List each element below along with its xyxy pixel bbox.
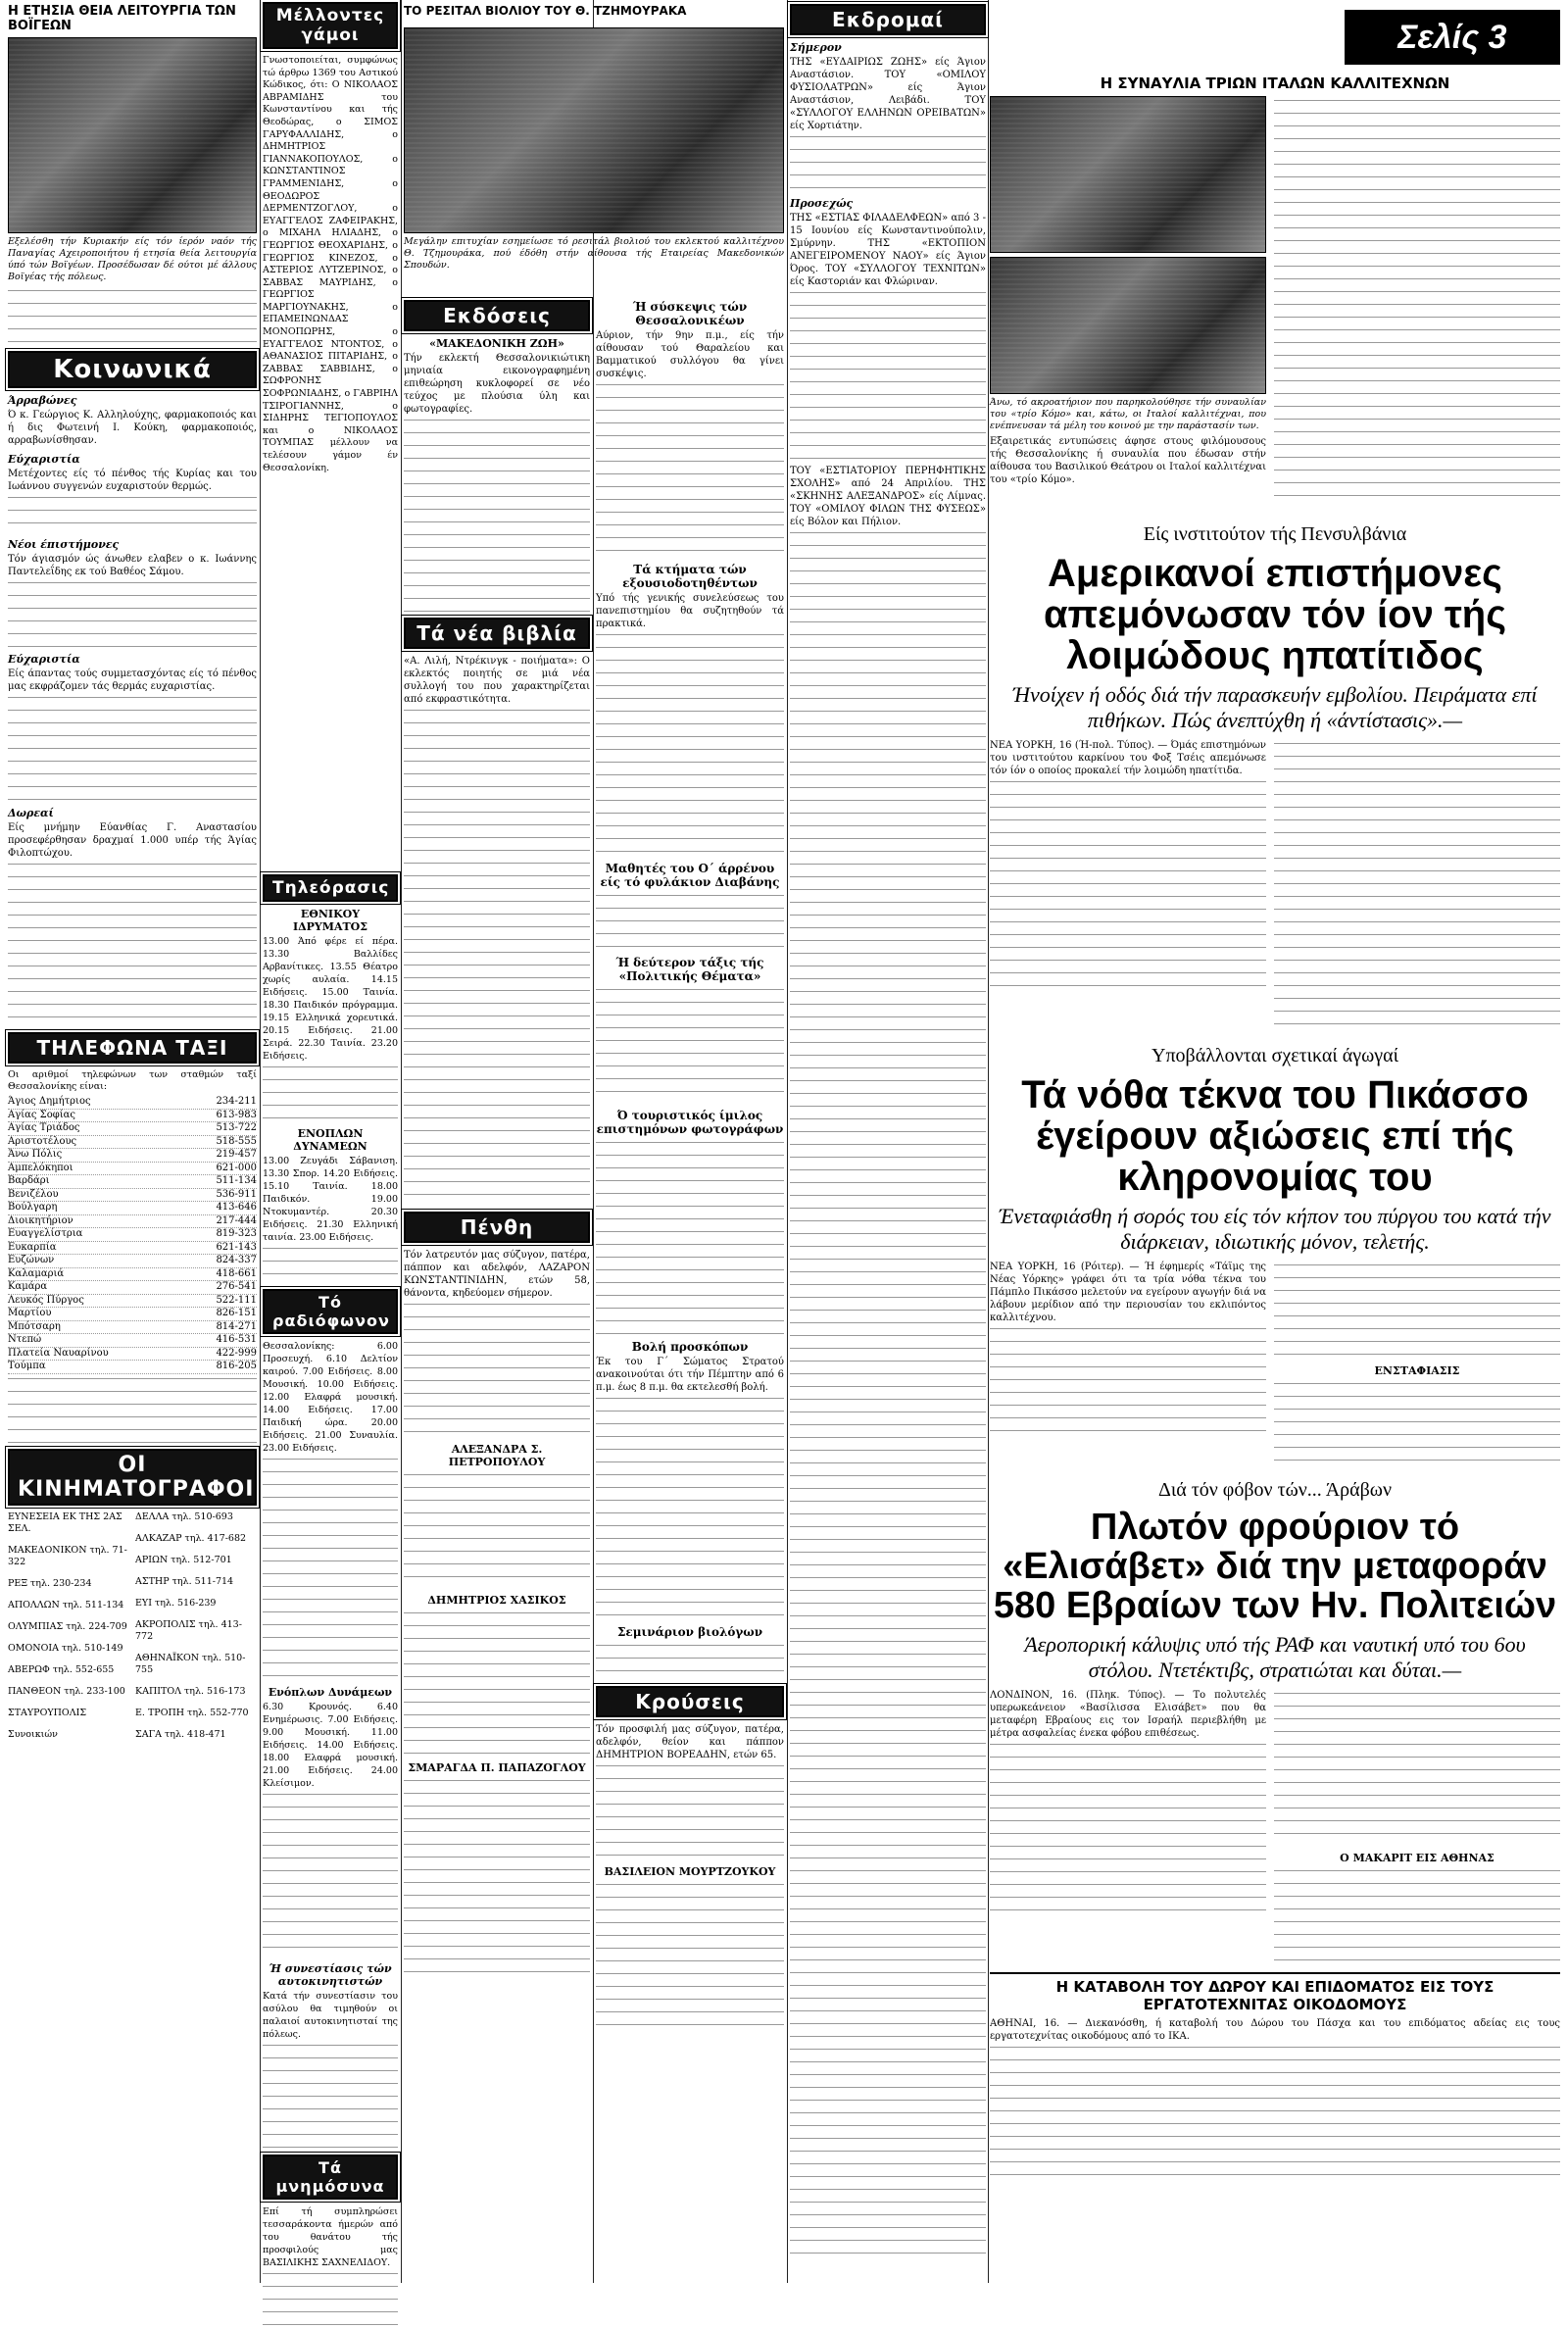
telephone-station: Ευζώνων xyxy=(8,1255,55,1265)
krouseis-name: ΒΑΣΙΛΕΙΟΝ ΜΟΥΡΤΖΟΥΚΟΥ xyxy=(604,1865,776,1878)
recital-photo xyxy=(404,27,784,233)
telephone-station: Μπότσαρη xyxy=(8,1320,61,1332)
enstafiasis-subhead: ΕΝΣΤΑΦΙΑΣΙΣ xyxy=(1374,1364,1460,1377)
article-text: Υπό τής γενικής συνελεύσεως του πανεπιστημίου θα συζητηθούν τά πρακτικά. xyxy=(596,593,784,629)
column-5 xyxy=(790,0,986,2283)
voiges-caption: Εξελέσθη τήν Κυριακήν είς τόν ίερόν ναόν τής Παναγίας Αχειροποιήτου ή ετησία θεία λειτουργία ύπό τών Βοϊγέων. Προσέδωσαν δέ ούτοι μέ άλλους Βοϊγέας τής πόλεως. xyxy=(8,236,257,282)
telephone-row xyxy=(8,1361,257,1374)
makarit-subhead: Ο ΜΑΚΑΡΙΤ ΕΙΣ ΑΘΗΝΑΣ xyxy=(1340,1851,1494,1864)
text-block xyxy=(1274,1261,1560,1359)
text-block xyxy=(990,777,1266,993)
column-1 xyxy=(8,0,257,2283)
column-3-lower xyxy=(404,294,590,2283)
eycharistia-title: Εύχαριστία xyxy=(8,453,80,466)
telephone-station: Άγιος Δημήτριος xyxy=(8,1096,91,1107)
cinema-entry: ΕΥΙ τηλ. 516-239 xyxy=(135,1597,217,1609)
mellontes-gamoi-title: Μέλλοντες γάμοι xyxy=(263,2,398,49)
penthi-title: Πένθη xyxy=(404,1212,590,1243)
penn-body-left xyxy=(990,739,1266,1033)
picasso-body xyxy=(990,1261,1560,1467)
cinema-entry: ΑΛΚΑΖΑΡ τηλ. 417-682 xyxy=(135,1532,247,1544)
bottom-headline: Η ΚΑΤΑΒΟΛΗ ΤΟΥ ΔΩΡΟΥ ΚΑΙ ΕΠΙΔΟΜΑΤΟΣ ΕΙΣ ΤΟΥΣ ΕΡΓΑΤΟΤΕΧΝΙΤΑΣ ΟΙΚΟΔΟΜΟΥΣ xyxy=(990,1972,1560,2013)
ekdromai-title: Εκδρομαί xyxy=(790,4,986,35)
text-block xyxy=(404,416,590,612)
text-block xyxy=(404,1776,590,1972)
column-rule xyxy=(988,0,989,2283)
concert-headline: Η ΣΥΝΑΥΛΙΑ ΤΡΙΩΝ ΙΤΑΛΩΝ ΚΑΛΛΙΤΕΧΝΩΝ xyxy=(1100,74,1450,92)
ekdromai-upcoming: Προσεχώς xyxy=(790,197,854,210)
telephone-row xyxy=(8,1281,257,1295)
telephone-row xyxy=(8,1163,257,1176)
text-block xyxy=(596,1641,784,1680)
ekdromai-today-text: ΤΗΣ «ΕΥΔΑΙΡΙΩΣ ΖΩΗΣ» είς Άγιον Αναστάσιον. ΤΟΥ «ΟΜΙΛΟΥ ΦΥΣΙΟΛΑΤΡΩΝ» είς Άγιον Αναστάσιον, Λειβάδι. ΤΟΥ «ΣΥΛΛΟΓΟΥ ΕΛΛΗΝΩΝ ΟΡΕΙΒΑΤΩΝ» είς Χορτιάτην. xyxy=(790,57,986,131)
picasso-text: ΝΕΑ ΥΟΡΚΗ, 16 (Ρόιτερ). — Ή έφημερίς «Τάϊμς της Νέας Υόρκης» γράφει ότι τα τρία νόθα τέκνα του Πάμπλο Πικάσσο μελετούν να εγείρουν αγωγήν διά να λάβουν μερίδιον από την περιουσίαν του εκλιπόντος καλλιτέχνου. xyxy=(990,1262,1266,1323)
tv-eir-schedule: 13.00 Άπό φέρε εί πέρα. 13.30 Βαλλίδες Αρβανίτικες. 13.55 Θέατρο χωρίς αυλαία. 14.15 Ειδήσεις. 15.00 Ταινία. 18.30 Παιδικόν πρόγραμμα. 19.15 Ελληνικά χορευτικά. 20.15 Ειδήσεις. 21.00 Σειρά. 22.30 Ταινία. 23.20 Ειδήσεις. xyxy=(263,936,398,1062)
telephone-station: Ευκαρπία xyxy=(8,1241,57,1253)
radio-schedule: Θεσσαλονίκης: 6.00 Προσευχή. 6.10 Δελτίον καιρού. 7.00 Ειδήσεις. 8.00 Μουσική. 10.00 Ειδήσεις. 12.00 Ελαφρά μουσική. 14.00 Ειδήσεις. 17.00 Παιδική ώρα. 20.00 Ειδήσεις. 21.00 Συναυλία. 23.00 Ειδήσεις. xyxy=(263,1341,398,1454)
ekdromai-more-text: ΤΟΥ «ΕΣΤΙΑΤΟΡΙΟΥ ΠΕΡΗΦΗΤΙΚΗΣ ΣΧΟΛΗΣ» από 24 Απριλίου. ΤΗΣ «ΣΚΗΝΗΣ ΑΛΕΞΑΝΔΡΟΣ» είς Λίμνας. ΤΟΥ «ΟΜΙΛΟΥ ΦΙΛΩΝ ΤΗΣ ΦΥΣΕΩΣ» είς Βόλον και Πήλιον. xyxy=(790,466,986,527)
telephone-number: 621-143 xyxy=(216,1241,257,1253)
telephone-number: 826-151 xyxy=(216,1308,257,1318)
penn-text: ΝΕΑ ΥΟΡΚΗ, 16 (Ή-πολ. Τύπος). — Όμάς επιστημόνων του ινστιτούτου καρκίνου του Φοξ Τσέις απεμόνωσε τόν ίόν ο οποίος προκαλεί τήν λοιμώδη ηπατίτιδα. xyxy=(990,740,1266,776)
cinema-entry: ΔΕΛΛΑ τηλ. 510-693 xyxy=(135,1511,233,1522)
telephone-number: 511-134 xyxy=(216,1175,257,1186)
telephone-number: 816-205 xyxy=(216,1361,257,1371)
neoi-epistimones-title: Νέοι έπιστήμονες xyxy=(8,538,120,551)
picasso-headline: Τά νόθα τέκνα του Πικάσσο έγείρουν αξιώσεις επί τής κληρονομίας του xyxy=(1021,1073,1529,1199)
concert-caption: Άνω, τό ακροατήριον που παρηκολούθησε τήν συναυλίαν του «τρίο Κόμο» και, κάτω, οι Ιταλοί καλλιτέχναι, που ενέπνευσαν τά μέλη του κοινού με την παράστασίν των. xyxy=(990,397,1266,431)
text-block xyxy=(263,1790,398,1957)
text-block xyxy=(404,1609,590,1756)
telephone-row xyxy=(8,1321,257,1335)
text-block xyxy=(404,706,590,1206)
text-block xyxy=(263,1063,398,1121)
krouseis-text: Τόν προσφιλή μας σύζυγον, πατέρα, αδελφόν, θείον και πάππον ΔΗΜΗΤΡΙΟΝ ΒΟΡΕΑΔΗΝ, ετών 65. xyxy=(596,1724,784,1760)
column-4 xyxy=(596,294,784,2283)
ekdoseis-item-title: «ΜΑΚΕΔΟΝΙΚΗ ΖΩΗ» xyxy=(429,337,564,350)
tv-channel-eir: ΕΘΝΙΚΟΥ ΙΔΡΥΜΑΤΟΣ xyxy=(292,908,368,933)
column-rule xyxy=(787,0,788,2283)
text-block xyxy=(596,1880,784,2037)
telephone-number: 819-323 xyxy=(216,1228,257,1239)
penn-body xyxy=(990,739,1560,1033)
telephone-station: Πλατεία Ναυαρίνου xyxy=(8,1347,109,1359)
text-block xyxy=(990,1740,1266,1916)
synestiasi-title: Ή συνεστίασις τών αυτοκινητιστών xyxy=(269,1962,392,1988)
telephone-number: 522-111 xyxy=(216,1294,257,1306)
telephone-station: Βαρδάρι xyxy=(8,1175,50,1186)
picasso-body-left xyxy=(990,1261,1266,1467)
text-block xyxy=(790,288,986,465)
column-6 xyxy=(990,0,1560,2283)
concert-artists-photo xyxy=(990,257,1266,394)
neoi-epistimones-text: Τόν άγιασμόν ώς άνωθεν ελαβεν ο κ. Ιωάννης Παντελεΐδης εκ τού Βαθέος Σάμου. xyxy=(8,554,257,577)
eycharistia-text: Μετέχοντες είς τό πένθος τής Κυρίας και του Ιωάννου συγγενών ευχαριστούν θερμώς. xyxy=(8,469,257,492)
telephone-row xyxy=(8,1242,257,1256)
concert-text: Εξαιρετικάς εντυπώσεις άφησε στους φιλόμουσους τής Θεσσαλονίκης ή συναυλία που έδωσαν στήν αίθουσα του Βασιλικού Θεάτρου οι Ιταλοί καλλιτέχναι του «τρίο Κόμο». xyxy=(990,436,1266,485)
telephone-number: 518-555 xyxy=(216,1135,257,1147)
telephone-row xyxy=(8,1268,257,1282)
penn-deck: Ήνοίχεν ή οδός διά τήν παρασκευήν εμβολίου. Πειράματα επί πιθήκων. Πώς άνεπτύχθη ή «άντίστασις».— xyxy=(1012,682,1538,732)
penthi-name: ΣΜΑΡΑΓΔΑ Π. ΠΑΠΑΖΟΓΛΟΥ xyxy=(408,1761,586,1774)
telephone-row xyxy=(8,1110,257,1123)
telephone-row xyxy=(8,1348,257,1362)
text-block xyxy=(1274,1866,1560,1964)
voiges-headline: Η ΕΤΗΣΙΑ ΘΕΙΑ ΛΕΙΤΟΥΡΓΙΑ ΤΩΝ ΒΟΪΓΕΩΝ xyxy=(8,4,236,33)
telephone-station: Αριστοτέλους xyxy=(8,1135,77,1147)
telephone-station: Βενιζέλου xyxy=(8,1188,59,1200)
article-title: Ό τουριστικός ίμιλος επιστημόνων φωτογράφων xyxy=(596,1109,784,1136)
doreai-title: Δωρεαί xyxy=(8,807,54,819)
penn-headline: Αμερικανοί επιστήμονες απεμόνωσαν τόν ίον τής λοιμώδους ηπατίτιδος xyxy=(1043,552,1507,677)
telephone-number: 422-999 xyxy=(216,1347,257,1359)
ekdromai-today: Σήμερον xyxy=(790,41,842,54)
cinemas-list-left xyxy=(8,1511,129,1751)
telephone-number: 824-337 xyxy=(216,1255,257,1265)
text-block xyxy=(8,860,257,1026)
telephone-number: 413-646 xyxy=(216,1202,257,1213)
text-block xyxy=(404,1470,590,1588)
tv-yened-schedule: 13.00 Ζευγάδι Σάβανιση. 13.30 Σπορ. 14.20 Ειδήσεις. 15.10 Ταινία. 18.00 Παιδικόν. 19.00 Ντοκυμαντέρ. 20.30 Ειδήσεις. 21.30 Ελληνική ταινία. 23.00 Ειδήσεις. xyxy=(263,1156,398,1243)
penthi-name: ΑΛΕΞΑΝΔΡΑ Σ. ΠΕΤΡΟΠΟΥΛΟΥ xyxy=(448,1443,546,1468)
picasso-kicker: Υποβάλλονται σχετικαί άγωγαί xyxy=(1152,1045,1398,1066)
text-block xyxy=(990,2043,1560,2180)
column-rule xyxy=(593,0,594,2283)
telephone-number: 814-271 xyxy=(216,1320,257,1332)
telephone-station: Αγίας Τριάδος xyxy=(8,1122,80,1133)
text-block xyxy=(596,1394,784,1619)
cinema-entry: ΕΥΝΕΣΕΙΑ ΕΚ ΤΗΣ 2ΑΣ ΣΕΛ. xyxy=(8,1511,122,1534)
page-number-label: Σελίς 3 xyxy=(1345,10,1560,65)
text-block xyxy=(1274,96,1560,508)
mnimosyna-text: Επί τή συμπληρώσει τεσσαράκοντα ήμερών από του θανάτου τής προσφιλούς μας ΒΑΣΙΛΙΚΗΣ ΣΑΧΝΕΛΙΔΟΥ. xyxy=(263,2206,398,2268)
article-title: Σεμινάριον βιολόγων xyxy=(616,1625,763,1639)
concert-photos xyxy=(990,96,1266,508)
telephone-row xyxy=(8,1136,257,1150)
telephones-taxi-title: ΤΗΛΕΦΩΝΑ ΤΑΞΙ xyxy=(8,1032,257,1064)
ekdromai-upcoming-text: ΤΗΣ «ΕΣΤΙΑΣ ΦΙΛΑΔΕΛΦΕΩΝ» από 3 - 15 Ιουνίου είς Κωνσταντινούπολιν, Σμύρνην. ΤΗΣ «ΕΚΤΟΠΙΟΝ ΑΝΕΓΕΙΡΟΜΕΝΟΥ ΝΑΟΥ» είς Άγιον Όρος. ΤΟΥ «ΣΥΛΛΟΓΟΥ ΤΕΧΝΙΤΩΝ» είς Καστοριάν και Φλώριναν. xyxy=(790,213,986,287)
text-block xyxy=(596,1138,784,1334)
telephone-number: 217-444 xyxy=(216,1214,257,1226)
article-title: Ή σύσκεψις τών Θεσσαλονικέων xyxy=(632,300,748,327)
recital-story xyxy=(404,27,784,274)
mnimosyna-title: Τά μνημόσυνα xyxy=(263,2155,398,2200)
concert-audience-photo xyxy=(990,96,1266,253)
tileorasis-title: Τηλεόρασις xyxy=(263,874,398,902)
cinema-entry: ΚΑΠΙΤΟΛ τηλ. 516-173 xyxy=(135,1685,246,1697)
telephone-number: 234-211 xyxy=(216,1096,257,1107)
cinema-entry: Συνοικιών xyxy=(8,1728,58,1740)
text-block xyxy=(990,1324,1266,1432)
telephone-row xyxy=(8,1202,257,1215)
penthi-text: Τόν λατρευτόν μας σύζυγον, πατέρα, πάππον και αδελφόν, ΛΑΖΑΡΟΝ ΚΩΝΣΤΑΝΤΙΝΙΔΗΝ, ετών 58, θάνοντα, κηδεύομεν σήμερον. xyxy=(404,1250,590,1299)
article-text: Έκ του Γ΄ Σώματος Στρατού ανακοινούται ότι τήν Πέμπτην από 6 π.μ. έως 8 π.μ. θα εκτελεσθή βολή. xyxy=(596,1357,784,1393)
column-2 xyxy=(263,0,398,2283)
tv-channel-yened: ΕΝΟΠΛΩΝ ΔΥΝΑΜΕΩΝ xyxy=(293,1127,368,1153)
synestiasi-text: Κατά τήν συνεστίασιν του ασύλου θα τιμηθούν οι παλαιοί αυτοκινητισταί της πόλεως. xyxy=(263,1991,398,2040)
article-title: Μαθητές του Ο΄ άρρένου είς τό φυλάκιον Διαβάνης xyxy=(600,862,780,889)
bottom-text: ΑΘΗΝΑΙ, 16. — Διεκανόσθη, ή καταβολή του Δώρου του Πάσχα και του επιδόματος αδείας εις τους εργατοτεχνίτας οικοδόμους από το ΙΚΑ. xyxy=(990,2017,1560,2042)
concert-story xyxy=(990,96,1560,508)
telephone-station: Καλαμαριά xyxy=(8,1267,65,1279)
ekdoseis-title: Εκδόσεις xyxy=(404,300,590,331)
telephone-station: Βούλγαρη xyxy=(8,1202,58,1213)
text-block xyxy=(596,380,784,557)
telephone-station: Διοικητήριον xyxy=(8,1214,74,1226)
telephone-row xyxy=(8,1295,257,1309)
telephone-number: 621-000 xyxy=(216,1162,257,1173)
article-text: Αύριον, τήν 9ην π.μ., είς τήν αίθουσαν τού Θαραλείου και Βαμματικού συλλόγου θα γίνει συσκέψις. xyxy=(596,330,784,379)
telephone-number: 613-983 xyxy=(216,1109,257,1120)
article-title: Τά κτήματα τών εξουσιοδοτηθέντων xyxy=(622,563,758,590)
text-block xyxy=(8,493,257,532)
telephone-station: Τούμπα xyxy=(8,1361,46,1371)
recital-headline: ΤΟ ΡΕΣΙΤΑΛ ΒΙΟΛΙΟΥ ΤΟΥ Θ. ΤΖΗΜΟΥΡΑΚΑ xyxy=(404,4,687,18)
text-block xyxy=(790,132,986,191)
telephone-number: 513-722 xyxy=(216,1122,257,1133)
telephone-row xyxy=(8,1189,257,1203)
article-title: Ή δεύτερον τάξις τής «Πολιτικής Θέματα» xyxy=(615,956,764,983)
telephone-station: Αγίας Σοφίας xyxy=(8,1109,76,1120)
telephone-number: 418-661 xyxy=(216,1267,257,1279)
telephone-row xyxy=(8,1228,257,1242)
israel-deck: Άεροπορική κάλυψις υπό τής ΡΑΦ και ναυτική υπό του 6ου στόλου. Ντετέκτιβς, στρατιώται και δύται.— xyxy=(1024,1631,1526,1682)
telephone-number: 276-541 xyxy=(216,1281,257,1292)
telephone-row xyxy=(8,1096,257,1110)
cinema-entry: ΣΤΑΥΡΟΥΠΟΛΙΣ xyxy=(8,1707,87,1718)
text-block xyxy=(263,2269,398,2328)
radio-title: Τό ραδιόφωνον xyxy=(263,1289,398,1334)
text-block xyxy=(1274,739,1560,1033)
cinemas-listing xyxy=(8,1511,257,1751)
cinema-entry: ΟΛΥΜΠΙΑΣ τηλ. 224-709 xyxy=(8,1620,127,1632)
doreai-text: Είς μνήμην Εύανθίας Γ. Αναστασίου προσεφέρθησαν δραχμαί 1.000 υπέρ τής Άγίας Φιλοπτώχου. xyxy=(8,822,257,859)
krouseis-title: Κρούσεις xyxy=(596,1686,784,1717)
penn-kicker: Είς ινστιτούτον τής Πενσυλβάνια xyxy=(1143,523,1407,545)
telephone-station: Καμάρα xyxy=(8,1281,48,1292)
recital-caption: Μεγάλην επιτυχίαν εσημείωσε τό ρεσιτάλ βιολιού του εκλεκτού καλλιτέχνου Θ. Τζημουράκα, πού έδόθη στήν αίθουσα τής Εταιρείας Μακεδονικών Σπουδών. xyxy=(404,236,784,271)
eycharistia2-title: Εύχαριστία xyxy=(8,653,80,666)
voiges-photo xyxy=(8,37,257,233)
column-rule xyxy=(260,0,261,2283)
telephone-station: Άνω Πόλις xyxy=(8,1149,63,1160)
telephone-station: Ντεπώ xyxy=(8,1334,42,1345)
cinema-entry: Ε. ΤΡΟΠΗ τηλ. 552-770 xyxy=(135,1707,249,1718)
mellontes-gamoi-text: Γνωστοποιείται, συμφώνως τώ άρθρω 1369 του Αστικού Κώδικος, ότι: Ο ΝΙΚΟΛΑΟΣ ΑΒΡΑΜΙΔΗΣ του Κωνσταντίνου και τής Θεοδώρας, ο ΣΙΜΟΣ ΓΑΡΥΦΑΛΛΙΔΗΣ, ο ΔΗΜΗΤΡΙΟΣ ΓΙΑΝΝΑΚΟΠΟΥΛΟΣ, ο ΚΩΝΣΤΑΝΤΙΝΟΣ ΓΡΑΜΜΕΝΙΔΗΣ, ο ΘΕΟΔΩΡΟΣ ΔΕΡΜΕΝΤΖΟΓΛΟΥ, ο ΕΥΑΓΓΕΛΟΣ ΖΑΦΕΙΡΑΚΗΣ, ο ΜΙΧΑΗΛ ΗΛΙΑΔΗΣ, ο ΓΕΩΡΓΙΟΣ ΘΕΟΧΑΡΙΔΗΣ, ο ΓΕΩΡΓΙΟΣ ΚΙΝΕΖΟΣ, ο ΑΣΤΕΡΙΟΣ ΛΥΤΖΕΡΙΝΟΣ, ο ΣΑΒΒΑΣ ΜΑΥΡΙΔΗΣ, ο ΓΕΩΡΓΙΟΣ ΜΑΡΓΙΟΥΝΑΚΗΣ, ο ΕΠΑΜΕΙΝΩΝΔΑΣ ΜΟΝΟΠΩΡΗΣ, ο ΕΥΑΓΓΕΛΟΣ ΝΤΟΝΤΟΣ, ο ΑΘΑΝΑΣΙΟΣ ΠΙΤΑΡΙΔΗΣ, ο ΖΑΒΒΑΣ ΣΑΒΒΙΔΗΣ, ο ΣΩΦΡΟΝΗΣ ΣΟΦΡΩΝΙΑΔΗΣ, ο ΓΑΒΡΙΗΛ ΤΣΙΡΟΓΙΑΝΝΗΣ, ο ΣΙΔΗΡΗΣ ΤΕΓΙΟΠΟΥΛΟΣ και ο ΝΙΚΟΛΑΟΣ ΤΟΥΜΠΑΣ μέλλουν να τελέσουν γάμον έν Θεσσαλονίκη. xyxy=(263,55,398,473)
enopla-radio-schedule: 6.30 Κρουνός. 6.40 Ενημέρωσις. 7.00 Ειδήσεις. 9.00 Μουσική. 11.00 Ειδήσεις. 14.00 Ειδήσεις. 18.00 Ελαφρά μουσική. 21.00 Ειδήσεις. 24.00 Κλείσιμον. xyxy=(263,1702,398,1789)
telephone-row xyxy=(8,1215,257,1229)
arravones-title: Άρραβώνες xyxy=(8,394,77,407)
cinemas-list-right xyxy=(135,1511,257,1751)
text-block xyxy=(596,630,784,856)
telephone-row xyxy=(8,1308,257,1321)
cinema-entry: ΜΑΚΕΔΟΝΙΚΟΝ τηλ. 71-322 xyxy=(8,1544,127,1567)
israel-headline: Πλωτόν φρούριον τό «Ελισάβετ» διά την μεταφοράν 580 Εβραίων των Ην. Πολιτειών xyxy=(993,1507,1557,1626)
telephone-number: 536-911 xyxy=(216,1188,257,1200)
voiges-text-block xyxy=(8,286,257,345)
telephones-intro: Οι αριθμοί τηλεφώνων των σταθμών ταξί Θεσσαλονίκης είναι: xyxy=(8,1069,257,1092)
cinema-entry: ΑΡΙΩΝ τηλ. 512-701 xyxy=(135,1554,232,1565)
telephone-station: Μαρτίου xyxy=(8,1308,52,1318)
telephone-station: Λευκός Πύργος xyxy=(8,1294,84,1306)
telephone-station: Ευαγγελίστρια xyxy=(8,1228,83,1239)
text-block xyxy=(263,2041,398,2149)
telephone-number: 416-531 xyxy=(216,1334,257,1345)
text-block xyxy=(8,1374,257,1443)
telephone-row xyxy=(8,1255,257,1268)
text-block xyxy=(8,578,257,647)
text-block xyxy=(596,891,784,950)
text-block xyxy=(1274,1689,1560,1846)
arravones-text: Ό κ. Γεώργιος Κ. Αλληλούχης, φαρμακοποιός και ή δις Φωτεινή Ι. Κούκη, φαρμακοποιός, αρραβωνίσθησαν. xyxy=(8,410,257,446)
koinonika-section-title: Κοινωνικά xyxy=(8,351,257,388)
cinema-entry: ΑΒΕΡΩΦ τηλ. 552-655 xyxy=(8,1663,115,1675)
telephone-row xyxy=(8,1122,257,1136)
ekdoseis-item-text: Τήν εκλεκτή Θεσσαλονικιώτικη μηνιαία εικονογραφημένη επιθεώρηση κυκλοφορεί σε νέο τεύχος με πλούσια ύλη και φωτογραφίες. xyxy=(404,353,590,415)
cinema-entry: ΑΚΡΟΠΟΛΙΣ τηλ. 413-772 xyxy=(135,1618,242,1642)
cinema-entry: ΡΕΞ τηλ. 230-234 xyxy=(8,1577,92,1589)
text-block xyxy=(263,1455,398,1680)
cinema-entry: ΣΑΓΑ τηλ. 418-471 xyxy=(135,1728,226,1740)
israel-body-right xyxy=(1274,1689,1560,1964)
israel-text: ΛΟΝΔΙΝΟΝ, 16. (Πληκ. Τύπος). — Το πολυτελές υπερωκεάνειον «Βασίλισσα Ελισάβετ» που θα μεταφέρη Εβραίους εις τον Ισραήλ περιεβλήθη με μέτρα ασφαλείας ένεκα φόβου επιθέσεως. xyxy=(990,1689,1266,1739)
telephone-row xyxy=(8,1175,257,1189)
telephone-number: 219-457 xyxy=(216,1149,257,1160)
cinema-entry: ΑΠΟΛΛΩΝ τηλ. 511-134 xyxy=(8,1599,124,1610)
article-title: Βολή προσκόπων xyxy=(631,1340,749,1354)
telephone-row xyxy=(8,1334,257,1348)
picasso-deck: Ένεταφιάσθη ή σορός του είς τόν κήπον του πύργου του κατά τήν διάρκειαν, ιδιωτικής μόνον, τελετής. xyxy=(999,1204,1551,1254)
text-block xyxy=(596,1761,784,1859)
nea-vivlia-title: Τά νέα βιβλία xyxy=(404,618,590,649)
israel-body xyxy=(990,1689,1560,1964)
text-block xyxy=(263,1244,398,1283)
cinemas-title: ΟΙ ΚΙΝΗΜΑΤΟΓΡΑΦΟΙ xyxy=(8,1449,257,1506)
text-block xyxy=(8,693,257,801)
text-block xyxy=(790,528,986,2254)
nea-vivlia-text: «Α. Λιλή, Ντρέκινγκ - ποιήματα»: Ο εκλεκτός ποιητής σε μιά νέα συλλογή του που χαρακτηρίζεται από εκφραστικότητα. xyxy=(404,656,590,705)
picasso-body-right xyxy=(1274,1261,1560,1467)
enopla-radio-title: Ενόπλων Δυνάμεων xyxy=(268,1686,393,1699)
penthi-name: ΔΗΜΗΤΡΙΟΣ ΧΑΣΙΚΟΣ xyxy=(427,1594,566,1607)
text-block xyxy=(596,985,784,1103)
column-rule xyxy=(401,0,402,2283)
cinema-entry: ΑΣΤΗΡ τηλ. 511-714 xyxy=(135,1575,234,1587)
cinema-entry: ΠΑΝΘΕΟΝ τηλ. 233-100 xyxy=(8,1685,125,1697)
text-block xyxy=(404,1300,590,1437)
telephones-table xyxy=(8,1096,257,1374)
eycharistia2-text: Είς άπαντας τούς συμμετασχόντας είς τό πένθος μας εκφράζομεν τάς θερμάς ευχαριστίας. xyxy=(8,669,257,692)
telephone-row xyxy=(8,1149,257,1163)
israel-body-left xyxy=(990,1689,1266,1964)
arabs-kicker: Διά τόν φόβον τών... Άράβων xyxy=(1158,1479,1392,1501)
text-block xyxy=(1274,1379,1560,1467)
telephone-station: Αμπελόκηποι xyxy=(8,1162,74,1173)
cinema-entry: ΟΜΟΝΟΙΑ τηλ. 510-149 xyxy=(8,1642,123,1654)
cinema-entry: ΑΘΗΝΑΪΚΟΝ τηλ. 510-755 xyxy=(135,1652,246,1675)
